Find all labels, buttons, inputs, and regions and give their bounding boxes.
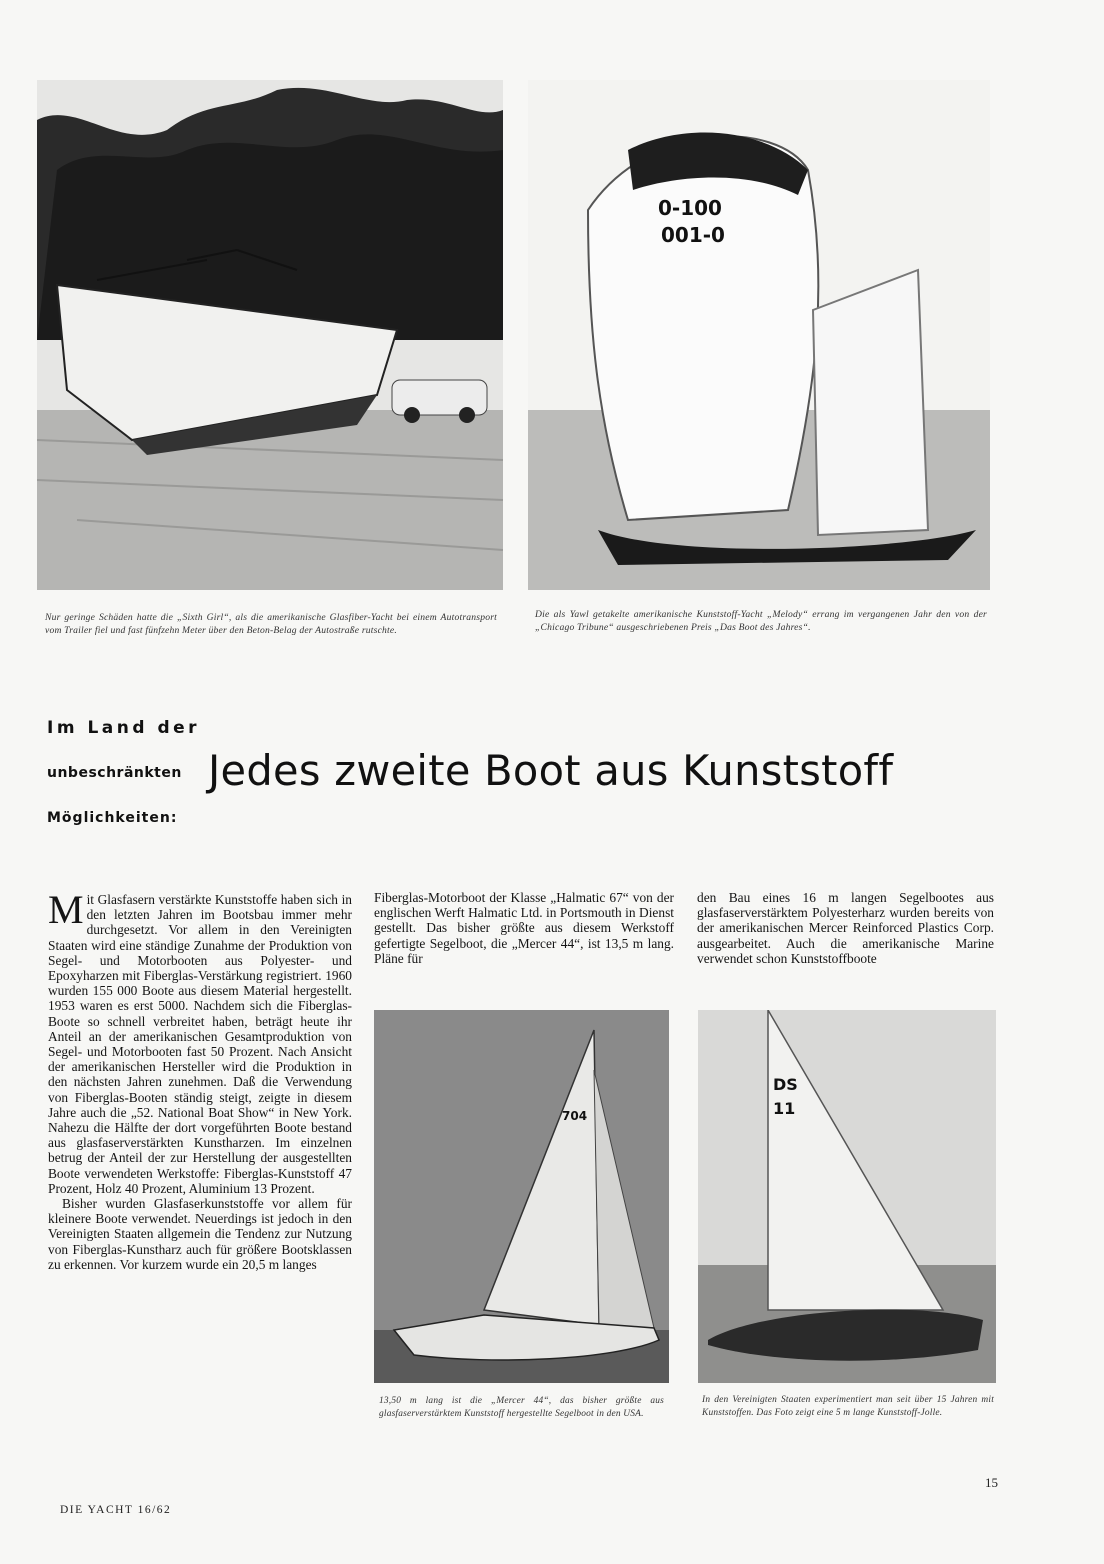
sail-mark-top: 0-100: [658, 196, 722, 220]
page-number: 15: [985, 1475, 998, 1490]
caption-photo2: Die als Yawl getakelte amerikanische Kunststoff-Yacht „Melody“ errang im vergangenen Jahr den von der „Chicago Tribune“ ausgeschriebenen Preis „Das Boot des Jahres“.: [535, 609, 987, 633]
photo-sixth-girl: [37, 80, 503, 590]
kicker-line1: Im Land der: [47, 718, 201, 738]
sail-mark-bottom: 001-0: [661, 223, 725, 247]
caption-photo1: Nur geringe Schäden hatte die „Sixth Girl“, als die amerikanische Glasfiber-Yacht bei einem Autotransport vom Trailer fiel und fast fünfzehn Meter über den Beton-Belag der Autostraße rutschte.: [45, 612, 497, 636]
caption-photo3: 13,50 m lang ist die „Mercer 44“, das bisher größte aus glasfaserverstärktem Kunststoff hergestellte Segelboot in den USA.: [379, 1396, 664, 1419]
kicker-line3: Möglichkeiten:: [47, 810, 178, 826]
caption-photo4: In den Vereinigten Staaten experimentiert man seit über 15 Jahren mit Kunststoffen. Das Foto zeigt eine 5 m lange Kunststoff-Jolle.: [702, 1395, 994, 1418]
photo-kunststoff-jolle: [698, 1010, 996, 1383]
magazine-issue: DIE YACHT 16/62: [60, 1504, 172, 1516]
jolle-sail-mid: 11: [773, 1099, 796, 1118]
article-column-1: [48, 887, 352, 1272]
jolle-sail-top: DS: [773, 1075, 798, 1094]
photo-melody-yawl: [528, 80, 990, 590]
article-column-2: Fiberglas-Motorboot der Klasse „Halmatic 67“ von der englischen Werft Halmatic Ltd. in Portsmouth in Dienst gestellt. Das bisher größte aus diesem Werkstoff gefertigte Segelboot, die „Mercer 44“, ist 13,5 m lang. Pläne für: [374, 890, 674, 966]
mercer-sail-number: 704: [562, 1109, 588, 1123]
dropcap: M: [48, 887, 84, 932]
kicker-line2: unbeschränkten: [47, 765, 182, 781]
article-col1-p2: Bisher wurden Glasfaserkunststoffe vor allem für kleinere Boote verwendet. Neuerdings ist jedoch in den Vereinigten Staaten allgemein die Tendenz zur Nutzung von Fiberglas-Kunstharz auch für größere Bootsklassen zu erkennen. Vor kurzem wurde ein 20,5 m langes: [48, 1196, 352, 1272]
headline: Jedes zweite Boot aus Kunststoff: [208, 746, 894, 795]
article-column-3: den Bau eines 16 m langen Segelbootes aus glasfaserverstärktem Polyesterharz wurden bereits von der amerikanischen Mercer Reinforced Plastics Corp. ausgearbeitet. Auch die amerikanische Marine verwendet schon Kunststoffboote: [697, 890, 994, 966]
article-col1-p1: it Glasfasern verstärkte Kunststoffe haben sich in den letzten Jahren im Bootsbau immer mehr durchgesetzt. Vor allem in den Vereinigten Staaten wird eine ständige Zunahme der Produktion von Segel- und Motorbooten aus Polyester- und Epoxyharzen mit Fiberglas-Verstärkung registriert. 1960 wurden 155 000 Boote aus diesem Material hergestellt. 1953 waren es erst 5000. Nachdem sich die Fiberglas-Boote so schnell verbreitet haben, beträgt heute ihr Anteil an der amerikanischen Gesamtproduktion von Segel- und Motorbooten fast 50 Prozent. Nach Ansicht der amerikanischen Hersteller wird die Produktion in den nächsten Jahren zunehmen. Daß die Verwendung von Fiberglas-Booten ständig steigt, zeigte in diesem Jahre auch die „52. National Boat Show“ in New York. Nahezu die Hälfte der dort vorgeführten Boote bestand aus glasfaserverstärkten Kunstharzen. Im einzelnen betrug der Anteil der zur Herstellung der ausgestellten Boote verwendeten Werkstoffe: Fiberglas-Kunststoff 47 Prozent, Holz 40 Prozent, Aluminium 13 Prozent.: [48, 892, 352, 1196]
photo-mercer-44: [374, 1010, 669, 1383]
